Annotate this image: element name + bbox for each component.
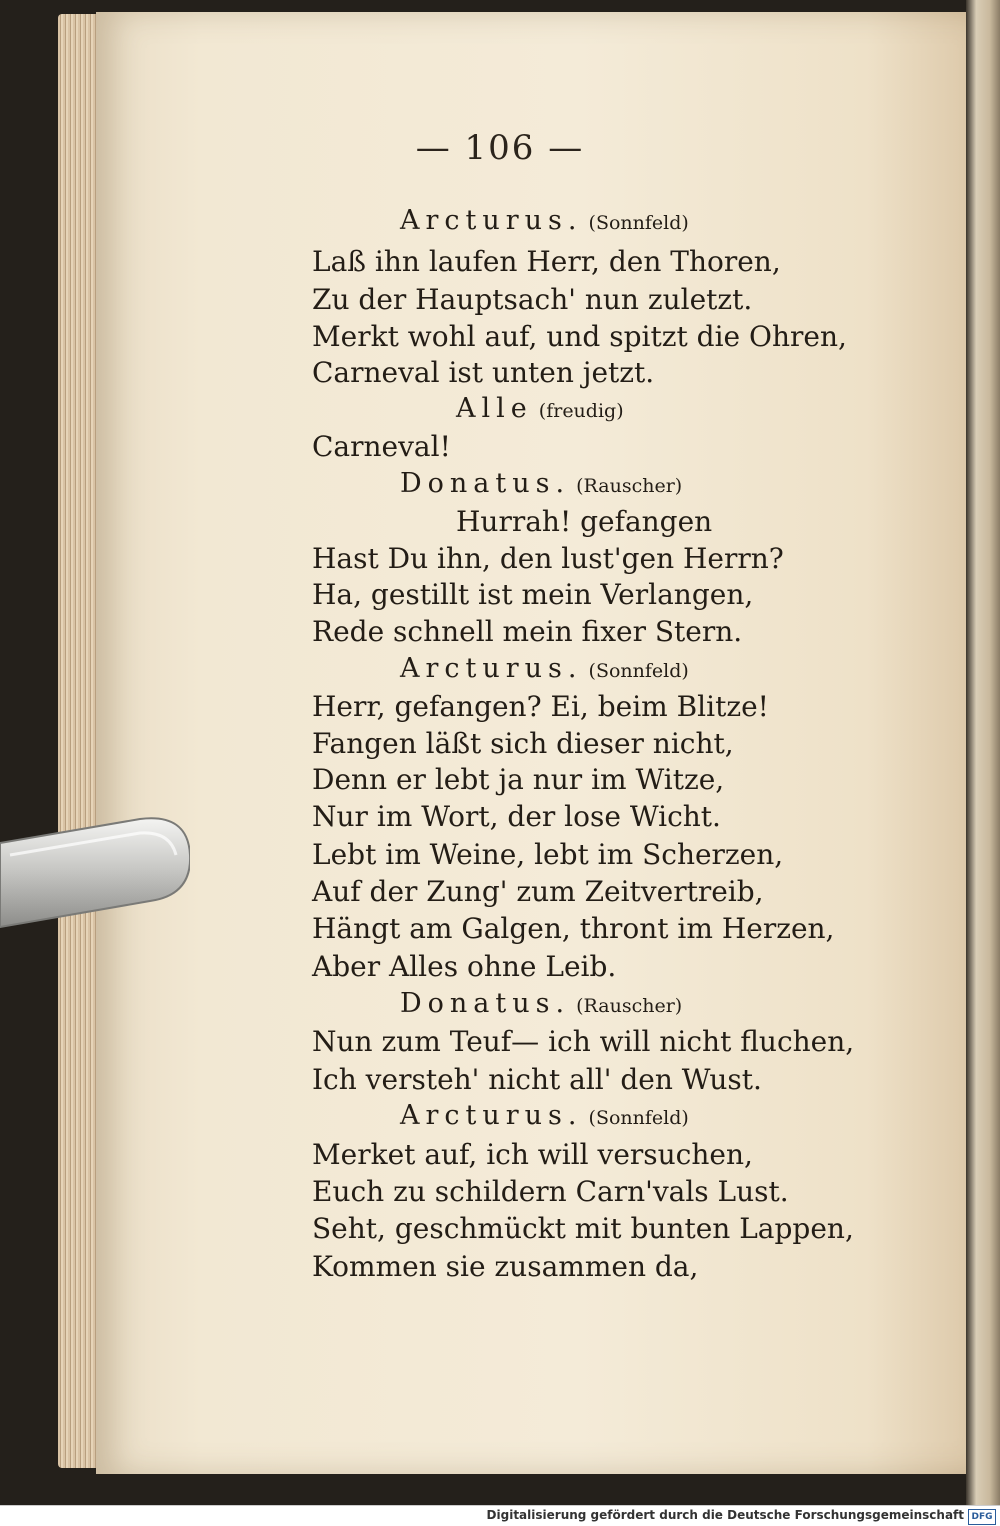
speaker-line (400, 1100, 689, 1131)
verse-line: Hurrah! gefangen (456, 505, 713, 538)
verse-line: Rede schnell mein fixer Stern. (312, 615, 743, 648)
verse-line: Hast Du ihn, den lust'gen Herrn? (312, 542, 784, 575)
stage-direction: (Sonnfeld) (582, 660, 689, 682)
speaker-name: Donatus. (400, 988, 571, 1019)
stage-direction: (Sonnfeld) (582, 1107, 689, 1129)
speaker-name: Arcturus. (400, 653, 583, 684)
verse-line: Denn er lebt ja nur im Witze, (312, 763, 725, 796)
speaker-line (456, 393, 624, 424)
speaker-name: Arcturus. (400, 205, 583, 236)
stage-direction: (freudig) (532, 400, 624, 422)
stage-direction: (Rauscher) (570, 475, 683, 497)
footer-credit: Digitalisierung gefördert durch die Deutsche Forschungsgemeinschaft (486, 1508, 964, 1522)
speaker-name: Donatus. (400, 468, 571, 499)
verse-line: Ha, gestillt ist mein Verlangen, (312, 578, 754, 611)
verse-line: Nur im Wort, der lose Wicht. (312, 800, 721, 833)
speaker-name: Alle (456, 393, 533, 424)
verse-line: Herr, gefangen? Ei, beim Blitze! (312, 690, 769, 723)
speaker-line (400, 468, 682, 499)
page-clip-icon (0, 815, 190, 930)
verse-line: Merket auf, ich will versuchen, (312, 1138, 753, 1171)
verse-line: Nun zum Teuf— ich will nicht fluchen, (312, 1025, 855, 1058)
verse-line: Kommen sie zusammen da, (312, 1250, 699, 1283)
verse-line: Zu der Hauptsach' nun zuletzt. (312, 283, 753, 316)
verse-line: Carneval ist unten jetzt. (312, 356, 655, 389)
verse-line: Euch zu schildern Carn'vals Lust. (312, 1175, 789, 1208)
verse-line: Seht, geschmückt mit bunten Lappen, (312, 1212, 854, 1245)
page-number: — 106 — (415, 128, 585, 168)
stage-direction: (Rauscher) (570, 995, 683, 1017)
digitization-footer (0, 1505, 1000, 1526)
verse-line: Ich versteh' nicht all' den Wust. (312, 1063, 762, 1096)
verse-line: Auf der Zung' zum Zeitvertreib, (312, 875, 764, 908)
stage-direction: (Sonnfeld) (582, 212, 689, 234)
speaker-line (400, 205, 689, 236)
speaker-line (400, 988, 682, 1019)
speaker-line (400, 653, 689, 684)
verse-line: Merkt wohl auf, und spitzt die Ohren, (312, 320, 847, 353)
dfg-logo-icon: DFG (968, 1509, 996, 1525)
verse-line: Laß ihn laufen Herr, den Thoren, (312, 245, 781, 278)
verse-line: Carneval! (312, 430, 451, 463)
verse-line: Fangen läßt sich dieser nicht, (312, 727, 734, 760)
verse-line: Lebt im Weine, lebt im Scherzen, (312, 838, 784, 871)
verse-line: Aber Alles ohne Leib. (312, 950, 617, 983)
verse-line: Hängt am Galgen, thront im Herzen, (312, 912, 835, 945)
facing-page-edge (966, 0, 1000, 1506)
speaker-name: Arcturus. (400, 1100, 583, 1131)
